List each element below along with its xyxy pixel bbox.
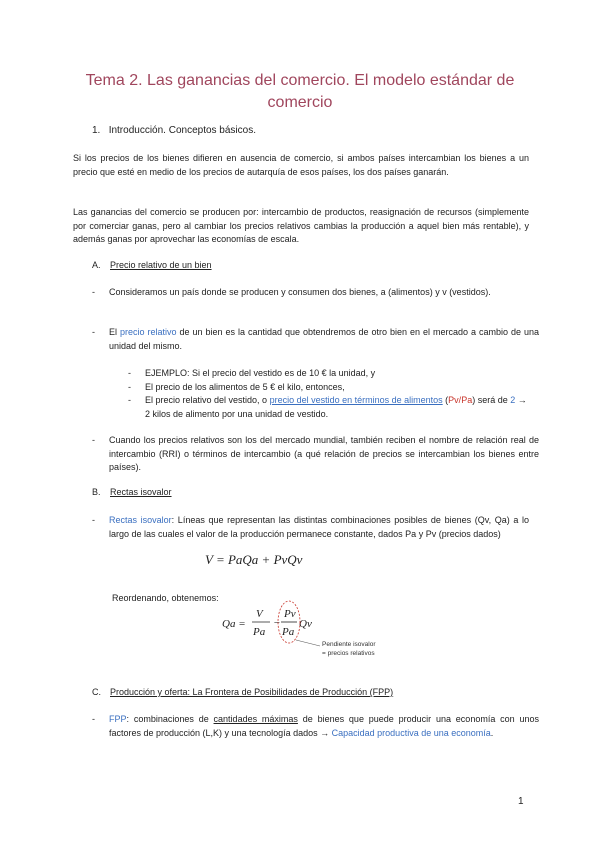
section-title: Precio relativo de un bien bbox=[110, 260, 212, 270]
svg-text:Qv: Qv bbox=[299, 618, 312, 630]
svg-text:Pv: Pv bbox=[284, 608, 296, 620]
term-rectas-isovalor: Rectas isovalor bbox=[109, 515, 172, 525]
document-page: Tema 2. Las ganancias del comercio. El modelo estándar de comercio 1. Introducción. Conceptos básicos. Si los precios de los bienes difieren en ausencia de comercio, si ambos países intercambian los bienes a un precio que esté en medio de los precios de autarquía de esos países, los dos países ganarán. Las ganancias del comercio se producen por: intercambio de productos, reasignación de recursos (simplemente por comerciar ganas, pero al cambiar los precios relativos cambias la producción a aquel bien más rentable), y además ganas por aprovechar las economías de escala. A. Precio relativo de un bien - Consideramos un país donde se producen y consumen dos bienes, a (alimentos) y v (vestidos). - El precio relativo de un bien es la cantidad que obtendremos de otro bien en el mercado a cambio de una unidad del mismo. - EJEMPLO: Si el precio del vestido es de 10 € la unidad, y - El precio de los alimentos de 5 € el kilo, entonces, - El precio relativo del vestido, o precio del vestido en términos de alimentos (Pv/Pa) será de 2 → 2 kilos de alimento por una unidad de vestido. - Cuando los precios relativos son los del mercado mundial, también reciben el nombre de relación real de intercambio (RRI) o términos de intercambio (a qué relación de precios se intercambian los bienes entre países). B. Rectas isovalor - Rectas isovalor: Líneas que representan las distintas combinaciones posibles de bienes (Qv, Qa) a lo largo de las cuales el valor de la producción permanece constante, dados Pa y Pv (precios dados) V = PaQa + PvQv Reordenando, obtenemos: Qa = V Pa − Pv Pa Qv Pendiente isovalor = precios relativos C. Producción y oferta: La Frontera de Posibilidades de Producción (FPP) - FPP: combinaciones de cantidades máximas de bienes que puede producir una economía con unos factores de producción (L,K) y una tecnología dados → Capacidad productiva de una economía. 1 bbox=[0, 0, 600, 848]
term-precio-relativo: precio relativo bbox=[120, 327, 177, 337]
note-pendiente: Pendiente isovalor bbox=[322, 641, 376, 648]
reordenando-text: Reordenando, obtenemos: bbox=[112, 593, 219, 603]
section-heading-b: B. Rectas isovalor bbox=[92, 487, 172, 497]
bullet-text: Consideramos un país donde se producen y consumen dos bienes, a (alimentos) y v (vestidos). bbox=[109, 287, 491, 297]
section-heading-introduccion bbox=[92, 125, 256, 136]
formula-isovalor: V = PaQa + PvQv bbox=[205, 552, 303, 567]
section-label: A. bbox=[92, 260, 101, 270]
section-title: Introducción. Conceptos básicos. bbox=[108, 125, 256, 136]
link-precio-vestido[interactable]: precio del vestido en términos de alimentos bbox=[269, 395, 443, 405]
formula-lhs: Qa = bbox=[222, 618, 246, 630]
page-number: 1 bbox=[518, 796, 524, 807]
svg-text:V: V bbox=[256, 608, 263, 620]
term-fpp: FPP bbox=[109, 714, 127, 724]
svg-text:−: − bbox=[273, 617, 281, 629]
section-number: 1. bbox=[92, 125, 101, 136]
bullet-text: Cuando los precios relativos son los del mercado mundial, también reciben el nombre de relación real de intercambio (RRI) o términos de intercambio (a qué relación de precios se intercambian los bienes entre países). bbox=[109, 435, 539, 472]
paragraph-ganancias: Las ganancias del comercio se producen por: intercambio de productos, reasignación de recursos (simplemente por comerciar ganas, pero al cambiar los precios relativos cambias la producción a aquel bien más rentable), y además ganas por aprovechar las economías de escala. bbox=[73, 207, 529, 244]
section-heading-c: C. Producción y oferta: La Frontera de Posibilidades de Producción (FPP) bbox=[92, 687, 394, 697]
paragraph-intro: Si los precios de los bienes difieren en ausencia de comercio, si ambos países intercambian los bienes a un precio que esté en medio de los precios de autarquía de esos países, los dos países ganarán. bbox=[73, 153, 529, 177]
formula-reordenada bbox=[218, 596, 408, 662]
section-heading-a bbox=[92, 260, 212, 270]
document-title: Tema 2. Las ganancias del comercio. El modelo estándar de comercio bbox=[85, 72, 515, 111]
svg-text:Pa: Pa bbox=[282, 626, 295, 638]
svg-text:Pa: Pa bbox=[253, 626, 266, 638]
bullet-text: El precio relativo de un bien es la cantidad que obtendremos de otro bien en el mercado a cambio de una unidad del mismo. bbox=[109, 327, 539, 351]
note-precios: = precios relativos bbox=[322, 650, 375, 657]
